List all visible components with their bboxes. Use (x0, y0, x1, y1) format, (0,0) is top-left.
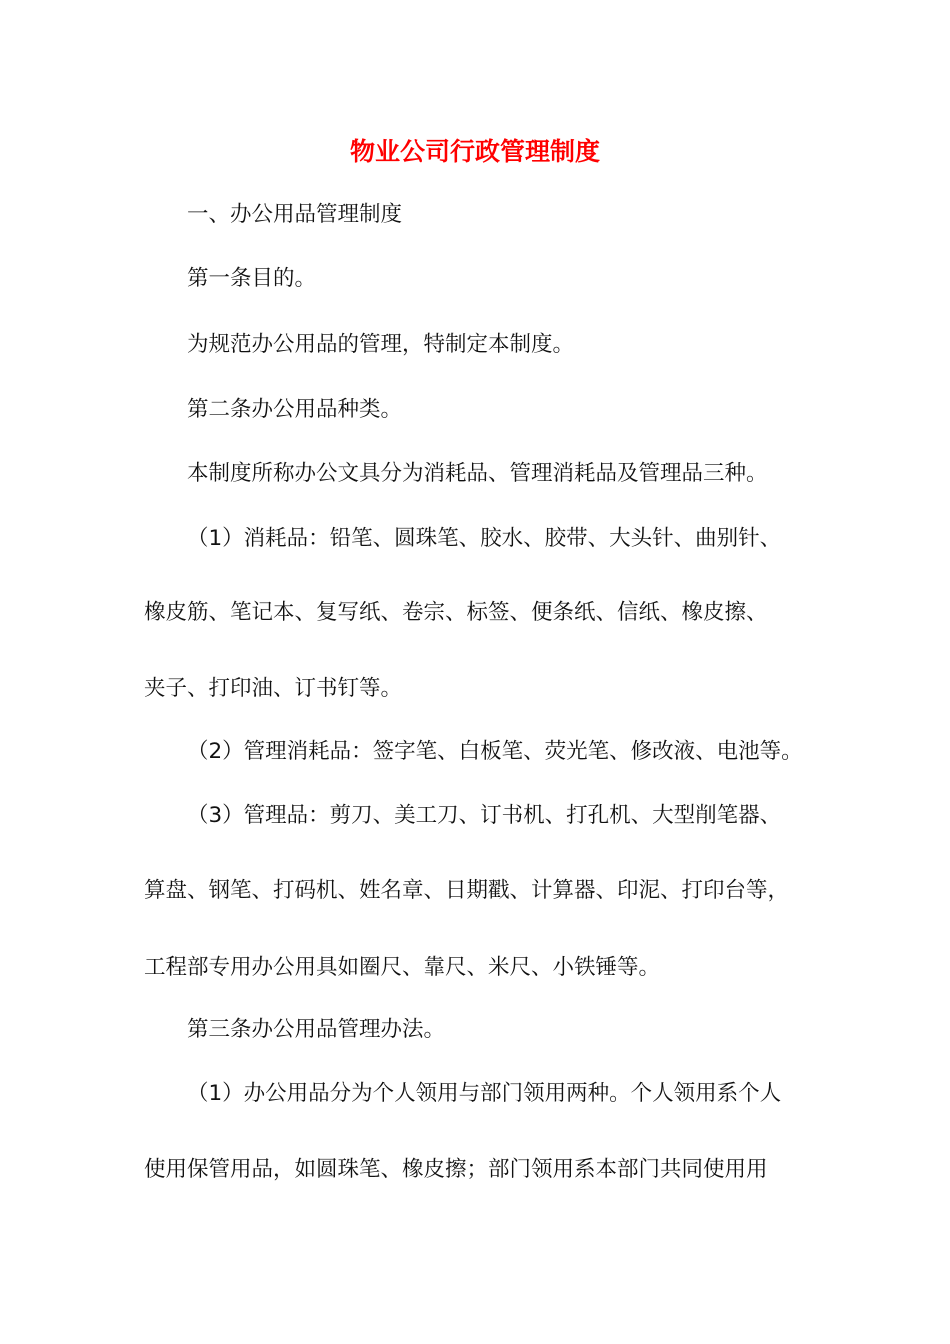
article-heading: 第二条办公用品种类。 (187, 397, 403, 422)
paragraph-line: 工程部专用办公用具如圈尺、靠尺、米尺、小铁锤等。 (144, 955, 661, 980)
article-heading: 第三条办公用品管理办法。 (187, 1017, 446, 1042)
paragraph-line: 本制度所称办公文具分为消耗品、管理消耗品及管理品三种。 (187, 461, 768, 486)
paragraph-line: 使用保管用品，如圆珠笔、橡皮擦；部门领用系本部门共同使用用 (144, 1157, 768, 1182)
list-item-line: （1）办公用品分为个人领用与部门领用两种。个人领用系个人 (187, 1081, 782, 1106)
list-item-line: （2）管理消耗品：签字笔、白板笔、荧光笔、修改液、电池等。 (187, 739, 803, 764)
list-item-line: （1）消耗品：铅笔、圆珠笔、胶水、胶带、大头针、曲别针、 (187, 526, 782, 551)
list-item-line: （3）管理品：剪刀、美工刀、订书机、打孔机、大型削笔器、 (187, 803, 782, 828)
document-title: 物业公司行政管理制度 (349, 137, 600, 166)
paragraph-line: 算盘、钢笔、打码机、姓名章、日期戳、计算器、印泥、打印台等， (144, 878, 790, 903)
paragraph-line: 橡皮筋、笔记本、复写纸、卷宗、标签、便条纸、信纸、橡皮擦、 (144, 600, 768, 625)
paragraph-line: 为规范办公用品的管理，特制定本制度。 (187, 332, 575, 357)
section-heading: 一、办公用品管理制度 (187, 202, 403, 227)
article-heading: 第一条目的。 (187, 266, 317, 291)
paragraph-line: 夹子、打印油、订书钉等。 (144, 676, 403, 701)
